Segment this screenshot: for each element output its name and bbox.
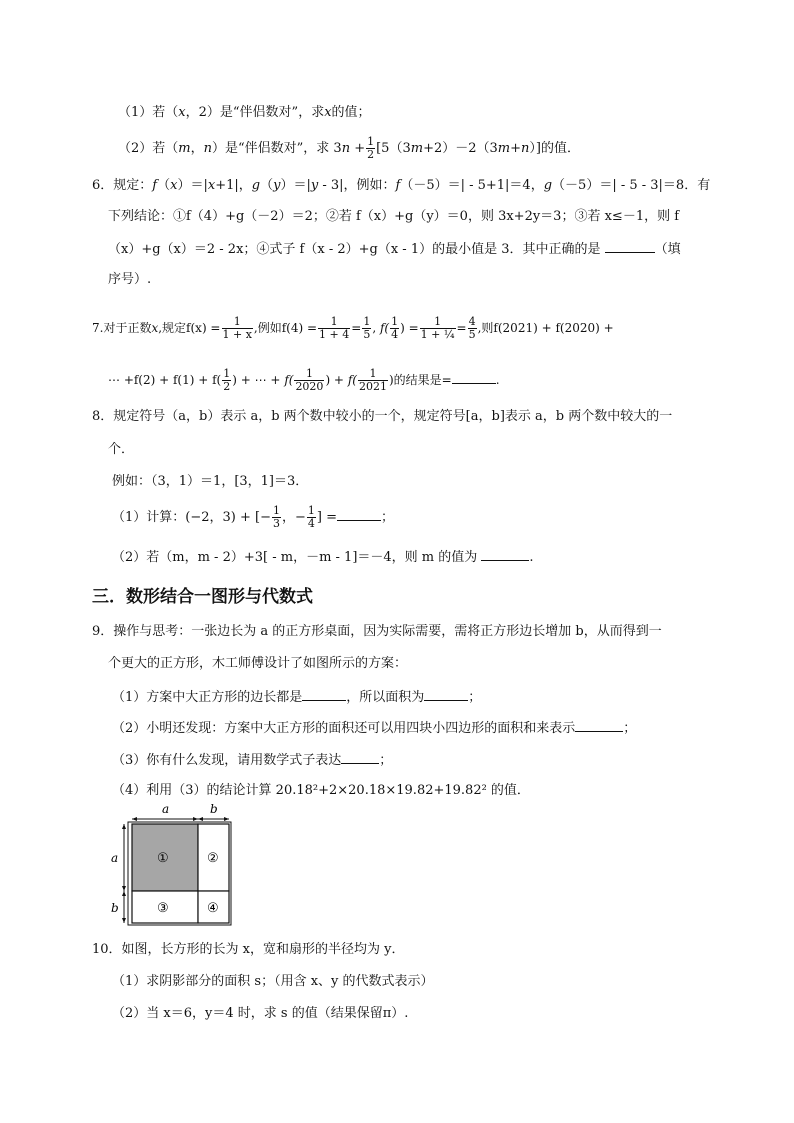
text: - 3|，例如： [318, 178, 396, 193]
var-y: y [310, 178, 319, 193]
denominator: 2021 [358, 380, 387, 393]
q9-line2: 个更大的正方形，木工师傅设计了如图所示的方案： [108, 656, 408, 671]
answer-blank[interactable] [481, 547, 529, 561]
arrow-icon [122, 886, 126, 891]
text: ] = [316, 510, 337, 525]
numerator: 1 [318, 316, 350, 329]
text: ,例如f(4) = [253, 321, 318, 335]
var-x: x [151, 321, 159, 335]
text: ）＝| [177, 178, 208, 193]
arrow-icon [122, 918, 126, 923]
text: ) = [400, 321, 419, 335]
numerator: 1 [272, 504, 280, 517]
q10-line1: 10．如图，长方形的长为 x，宽和扇形的半径均为 y． [92, 942, 405, 957]
fraction [362, 316, 371, 341]
fraction [307, 505, 316, 530]
text: , [372, 321, 377, 335]
denominator: 1 + 4 [319, 328, 350, 341]
numerator: 1 [363, 315, 371, 328]
q8-line3: 例如：（3，1）＝1，[3，1]＝3． [112, 474, 309, 489]
text: ； [379, 753, 393, 768]
answer-blank[interactable] [424, 687, 468, 701]
arrow-icon [198, 817, 203, 821]
numerator: 1 [222, 316, 253, 329]
text: 6．规定： [92, 178, 153, 193]
label-region-3: ③ [157, 901, 169, 916]
var-m: m [497, 141, 511, 156]
var-n: n [203, 141, 212, 156]
text: ,规定f(x) = [158, 321, 221, 335]
text: ； [623, 721, 637, 736]
denominator: 2 [223, 380, 231, 393]
label-a-top: a [162, 802, 170, 816]
text: ) + ⋯ + [232, 373, 281, 387]
q6-line2: 下列结论：①f（4）+g（－2）＝2；②若 f（x）+g（y）＝0，则 3x+2y＝3；③若 x≤－1，则 f [108, 209, 680, 224]
q9-line6: （4）利用（3）的结论计算 20.18²+2×20.18×19.82+19.82² 的值． [112, 783, 530, 798]
text: （ [260, 178, 274, 193]
fraction [222, 368, 231, 393]
denominator: 2 [367, 148, 375, 161]
text: ）＝| [280, 178, 311, 193]
var-g: g [543, 178, 553, 193]
label-region-1: ① [157, 851, 169, 866]
text: （3）你有什么发现，请用数学式子表达 [112, 753, 342, 768]
q9-line1: 9．操作与思考：一张边长为 a 的正方形桌面，因为实际需要，需将正方形边长增加 b，从而得到一 [92, 624, 662, 639]
text: ，2）是“伴侣数对”，求 [185, 105, 325, 120]
text: （－5）＝| - 5+1|＝4， [400, 178, 544, 193]
numerator: 1 [420, 316, 456, 329]
arrow-icon [224, 817, 229, 821]
text: ）是“伴侣数对”，求 3 [212, 141, 342, 156]
text: ,则f(2021) + f(2020) + [477, 321, 614, 335]
q10-line3: （2）当 x＝6，y＝4 时，求 s 的值（结果保留π）. [112, 1006, 409, 1021]
text: ) + [325, 373, 344, 387]
q8-line2: 个． [108, 442, 135, 457]
q9-line3 [112, 687, 481, 707]
var-x: x [170, 178, 178, 193]
text: + [510, 141, 522, 156]
text: （1）方案中大正方形的边长都是 [112, 690, 303, 705]
fraction [390, 316, 399, 341]
var-f: f [395, 178, 401, 193]
q6-line4: 序号）. [108, 272, 152, 287]
numerator: 1 [307, 504, 315, 517]
text: = [351, 321, 362, 335]
text: +1|， [215, 178, 252, 193]
label-region-4: ④ [207, 901, 219, 916]
text: ，− [281, 510, 306, 525]
q9-line5 [112, 750, 392, 770]
text: )的结果是= [388, 373, 452, 387]
arrow-icon [122, 824, 126, 829]
answer-blank[interactable] [337, 507, 381, 521]
denominator: 3 [272, 517, 280, 530]
text: （2）若（ [118, 141, 179, 156]
fraction [358, 368, 388, 393]
text: 7.对于正数 [92, 321, 152, 335]
denominator: 1 + x [222, 328, 252, 341]
q7-line1 [92, 314, 614, 342]
numerator: 1 [358, 368, 388, 381]
text: + [350, 141, 366, 156]
q10-line2: （1）求阴影部分的面积 s；（用含 x、y 的代数式表示） [112, 974, 434, 989]
arrow-icon [132, 817, 137, 821]
text: [5（3 [376, 141, 411, 156]
text: +2）－2（3 [423, 141, 498, 156]
denominator: 4 [307, 517, 315, 530]
text: （1）计算：(−2，3) + [− [112, 510, 271, 525]
denominator: 2020 [295, 380, 324, 393]
var-n: n [521, 141, 530, 156]
text: ， [190, 141, 204, 156]
text: . [529, 550, 534, 565]
numerator: 4 [468, 315, 476, 328]
fraction [294, 368, 324, 393]
q8-line1: 8．规定符号（a，b）表示 a，b 两个数中较小的一个，规定符号[a，b]表示 a，b 两个数中较大的一 [92, 409, 673, 424]
q6-line3 [108, 239, 681, 259]
text: （2）若（m，m - 2）+3[ - m，－m - 1]＝－4，则 m 的值为 [112, 550, 478, 565]
func-f: f( [347, 373, 357, 387]
label-region-2: ② [207, 851, 219, 866]
var-n: n [341, 141, 351, 156]
fraction [468, 316, 477, 341]
var-x: x [207, 178, 216, 193]
text: （－5）＝| - 5 - 3|＝8．有 [552, 178, 711, 193]
text: = [456, 321, 467, 335]
text: ； [381, 510, 395, 525]
func-f: f( [379, 321, 390, 335]
answer-blank[interactable] [341, 750, 379, 764]
answer-blank[interactable] [452, 370, 496, 384]
square-diagram [104, 802, 236, 928]
fraction [272, 505, 281, 530]
label-b-top: b [210, 802, 218, 816]
var-x: x [178, 105, 186, 120]
text: （x）+g（x）＝2 - 2x；④式子 f（x - 2）+g（x - 1）的最小值是 3．其中正确的是 [108, 242, 601, 257]
denominator: 1 + ¼ [420, 328, 455, 341]
answer-blank[interactable] [302, 687, 346, 701]
q6-line1 [92, 177, 710, 195]
denominator: 4 [391, 328, 399, 341]
fraction [318, 316, 350, 341]
q8-line5 [112, 547, 534, 567]
numerator: 1 [391, 315, 399, 328]
text: （2）小明还发现：方案中大正方形的面积还可以用四块小四边形的面积和来表示 [112, 721, 576, 736]
section-title: 三．数形结合一图形与代数式 [92, 587, 313, 607]
text: ⋯ +f(2) + f(1) + f( [108, 373, 222, 387]
var-f: f [152, 178, 158, 193]
q5-part2 [118, 136, 580, 162]
var-m: m [410, 141, 424, 156]
text: ）]的值． [529, 141, 580, 156]
answer-blank[interactable] [605, 239, 655, 253]
text: ； [468, 690, 482, 705]
q7-line2 [108, 366, 500, 394]
fraction [420, 316, 456, 341]
label-a-left: a [111, 851, 119, 865]
q5-part1 [118, 104, 371, 122]
numerator: 1 [294, 368, 324, 381]
var-g: g [251, 178, 261, 193]
var-x: x [324, 105, 332, 120]
answer-blank[interactable] [575, 718, 623, 732]
text: 的值； [331, 105, 371, 120]
text: （ [157, 178, 171, 193]
fraction-one-half [366, 136, 375, 161]
denominator: 5 [468, 328, 476, 341]
var-m: m [178, 141, 191, 156]
numerator: 1 [223, 367, 231, 380]
text: ，所以面积为 [346, 690, 425, 705]
arrow-icon [122, 891, 126, 896]
numerator: 1 [367, 135, 375, 148]
text: （填 [654, 242, 681, 257]
label-b-left: b [111, 901, 119, 915]
q8-line4 [112, 505, 394, 531]
text: （1）若（ [118, 105, 179, 120]
func-f: f( [284, 373, 294, 387]
text: . [495, 373, 500, 387]
var-y: y [273, 178, 281, 193]
q9-line4 [112, 718, 636, 738]
fraction [222, 316, 253, 341]
arrow-icon [193, 817, 198, 821]
denominator: 5 [363, 328, 371, 341]
